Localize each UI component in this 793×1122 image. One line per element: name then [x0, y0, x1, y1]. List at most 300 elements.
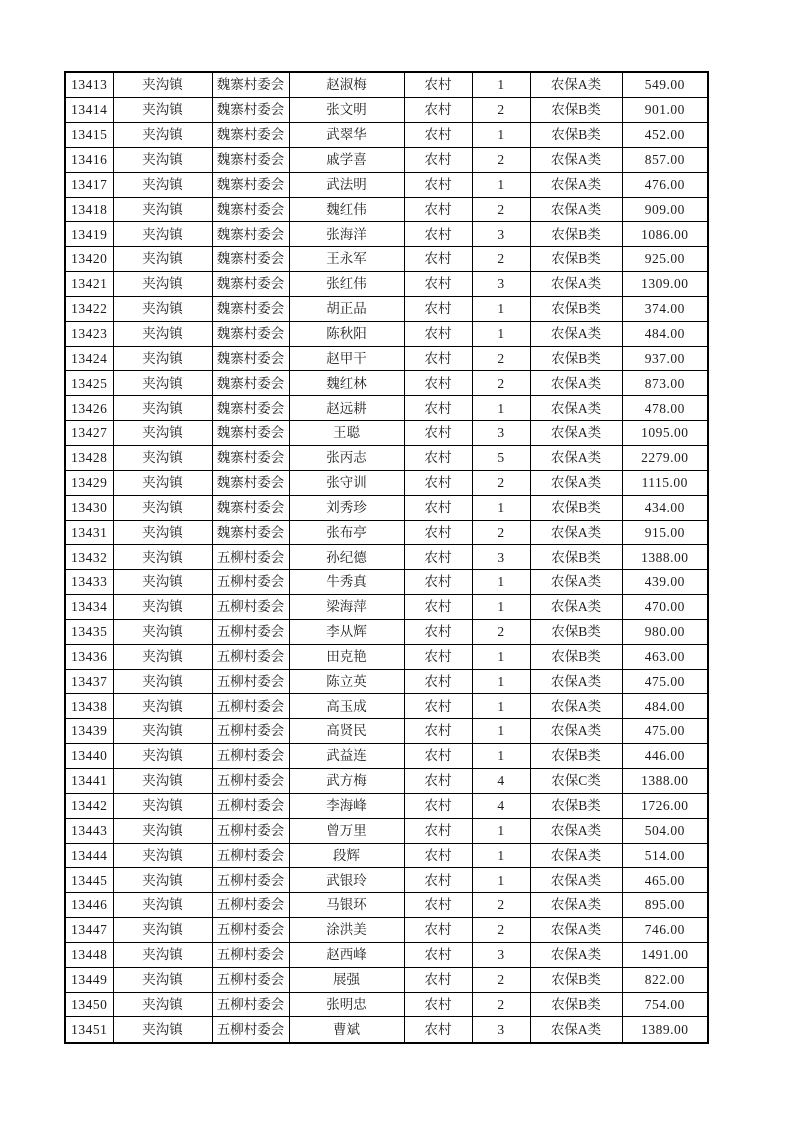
cell-name: 曹斌: [289, 1017, 404, 1043]
cell-person-count: 2: [472, 197, 530, 222]
cell-amount: 1388.00: [622, 768, 708, 793]
table-row: [65, 942, 708, 967]
cell-name: 陈秋阳: [289, 321, 404, 346]
cell-village: 五柳村委会: [212, 669, 289, 694]
cell-person-count: 2: [472, 992, 530, 1017]
cell-id: 13423: [65, 321, 113, 346]
cell-town: 夹沟镇: [113, 1017, 212, 1043]
cell-residence-type: 农村: [404, 247, 472, 272]
cell-name: 武方梅: [289, 768, 404, 793]
cell-id: 13414: [65, 98, 113, 123]
cell-amount: 1389.00: [622, 1017, 708, 1043]
cell-amount: 937.00: [622, 346, 708, 371]
cell-town: 夹沟镇: [113, 197, 212, 222]
cell-insurance-category: 农保A类: [530, 669, 622, 694]
cell-amount: 1309.00: [622, 272, 708, 297]
cell-insurance-category: 农保A类: [530, 470, 622, 495]
cell-town: 夹沟镇: [113, 371, 212, 396]
cell-insurance-category: 农保A类: [530, 719, 622, 744]
cell-insurance-category: 农保A类: [530, 520, 622, 545]
table-row: [65, 421, 708, 446]
cell-person-count: 1: [472, 570, 530, 595]
cell-insurance-category: 农保B类: [530, 619, 622, 644]
cell-residence-type: 农村: [404, 197, 472, 222]
cell-amount: 1086.00: [622, 222, 708, 247]
cell-name: 赵淑梅: [289, 72, 404, 98]
cell-person-count: 5: [472, 446, 530, 471]
cell-village: 五柳村委会: [212, 768, 289, 793]
cell-insurance-category: 农保A类: [530, 371, 622, 396]
cell-person-count: 1: [472, 296, 530, 321]
table-row: [65, 446, 708, 471]
cell-id: 13433: [65, 570, 113, 595]
cell-amount: 476.00: [622, 172, 708, 197]
cell-name: 刘秀珍: [289, 495, 404, 520]
cell-person-count: 3: [472, 272, 530, 297]
cell-person-count: 2: [472, 98, 530, 123]
cell-town: 夹沟镇: [113, 147, 212, 172]
cell-town: 夹沟镇: [113, 669, 212, 694]
cell-amount: 925.00: [622, 247, 708, 272]
cell-person-count: 2: [472, 346, 530, 371]
cell-insurance-category: 农保B类: [530, 744, 622, 769]
table-row: [65, 570, 708, 595]
cell-village: 五柳村委会: [212, 595, 289, 620]
cell-town: 夹沟镇: [113, 942, 212, 967]
cell-amount: 822.00: [622, 967, 708, 992]
cell-person-count: 3: [472, 222, 530, 247]
table-row: [65, 346, 708, 371]
cell-village: 魏寨村委会: [212, 446, 289, 471]
cell-id: 13420: [65, 247, 113, 272]
cell-name: 孙纪德: [289, 545, 404, 570]
cell-insurance-category: 农保A类: [530, 446, 622, 471]
cell-village: 五柳村委会: [212, 967, 289, 992]
cell-insurance-category: 农保A类: [530, 570, 622, 595]
cell-person-count: 1: [472, 719, 530, 744]
cell-residence-type: 农村: [404, 595, 472, 620]
cell-amount: 514.00: [622, 843, 708, 868]
cell-amount: 873.00: [622, 371, 708, 396]
cell-amount: 475.00: [622, 719, 708, 744]
table-row: [65, 98, 708, 123]
cell-person-count: 3: [472, 421, 530, 446]
cell-town: 夹沟镇: [113, 694, 212, 719]
cell-town: 夹沟镇: [113, 520, 212, 545]
table-row: [65, 296, 708, 321]
cell-person-count: 1: [472, 868, 530, 893]
cell-name: 涂洪美: [289, 918, 404, 943]
cell-insurance-category: 农保A类: [530, 147, 622, 172]
cell-insurance-category: 农保A类: [530, 172, 622, 197]
cell-residence-type: 农村: [404, 768, 472, 793]
cell-amount: 895.00: [622, 893, 708, 918]
cell-name: 张红伟: [289, 272, 404, 297]
cell-name: 陈立英: [289, 669, 404, 694]
cell-person-count: 3: [472, 1017, 530, 1043]
cell-name: 李海峰: [289, 793, 404, 818]
cell-id: 13426: [65, 396, 113, 421]
cell-residence-type: 农村: [404, 72, 472, 98]
table-row: [65, 1017, 708, 1043]
cell-town: 夹沟镇: [113, 967, 212, 992]
cell-insurance-category: 农保B类: [530, 247, 622, 272]
table-row: [65, 520, 708, 545]
cell-residence-type: 农村: [404, 396, 472, 421]
cell-town: 夹沟镇: [113, 570, 212, 595]
table-row: [65, 893, 708, 918]
table-row: [65, 967, 708, 992]
cell-residence-type: 农村: [404, 371, 472, 396]
cell-insurance-category: 农保B类: [530, 545, 622, 570]
cell-residence-type: 农村: [404, 98, 472, 123]
cell-village: 五柳村委会: [212, 843, 289, 868]
cell-name: 曾万里: [289, 818, 404, 843]
cell-name: 赵远耕: [289, 396, 404, 421]
cell-id: 13441: [65, 768, 113, 793]
cell-village: 五柳村委会: [212, 793, 289, 818]
cell-amount: 909.00: [622, 197, 708, 222]
cell-name: 张守训: [289, 470, 404, 495]
cell-village: 五柳村委会: [212, 1017, 289, 1043]
cell-id: 13446: [65, 893, 113, 918]
cell-name: 高贤民: [289, 719, 404, 744]
cell-person-count: 4: [472, 768, 530, 793]
cell-amount: 1095.00: [622, 421, 708, 446]
cell-id: 13413: [65, 72, 113, 98]
cell-town: 夹沟镇: [113, 744, 212, 769]
cell-id: 13429: [65, 470, 113, 495]
cell-amount: 1388.00: [622, 545, 708, 570]
cell-amount: 374.00: [622, 296, 708, 321]
cell-village: 五柳村委会: [212, 719, 289, 744]
cell-village: 五柳村委会: [212, 992, 289, 1017]
table-row: [65, 272, 708, 297]
cell-village: 魏寨村委会: [212, 72, 289, 98]
cell-town: 夹沟镇: [113, 123, 212, 148]
cell-town: 夹沟镇: [113, 321, 212, 346]
cell-town: 夹沟镇: [113, 545, 212, 570]
cell-residence-type: 农村: [404, 918, 472, 943]
cell-town: 夹沟镇: [113, 992, 212, 1017]
cell-name: 魏红林: [289, 371, 404, 396]
cell-town: 夹沟镇: [113, 868, 212, 893]
cell-person-count: 2: [472, 371, 530, 396]
cell-residence-type: 农村: [404, 147, 472, 172]
cell-amount: 746.00: [622, 918, 708, 943]
cell-residence-type: 农村: [404, 967, 472, 992]
cell-village: 魏寨村委会: [212, 495, 289, 520]
cell-residence-type: 农村: [404, 321, 472, 346]
cell-id: 13443: [65, 818, 113, 843]
cell-person-count: 2: [472, 470, 530, 495]
cell-name: 王聪: [289, 421, 404, 446]
cell-id: 13449: [65, 967, 113, 992]
table-row: [65, 172, 708, 197]
cell-town: 夹沟镇: [113, 644, 212, 669]
cell-town: 夹沟镇: [113, 421, 212, 446]
cell-name: 高玉成: [289, 694, 404, 719]
cell-name: 张丙志: [289, 446, 404, 471]
cell-name: 赵甲干: [289, 346, 404, 371]
cell-amount: 465.00: [622, 868, 708, 893]
cell-insurance-category: 农保B类: [530, 346, 622, 371]
cell-id: 13447: [65, 918, 113, 943]
cell-town: 夹沟镇: [113, 296, 212, 321]
cell-person-count: 2: [472, 967, 530, 992]
cell-residence-type: 农村: [404, 470, 472, 495]
cell-person-count: 2: [472, 893, 530, 918]
cell-village: 五柳村委会: [212, 644, 289, 669]
cell-village: 五柳村委会: [212, 570, 289, 595]
table-row: [65, 123, 708, 148]
table-row: [65, 868, 708, 893]
cell-name: 胡正品: [289, 296, 404, 321]
table-row: [65, 495, 708, 520]
cell-id: 13438: [65, 694, 113, 719]
cell-residence-type: 农村: [404, 495, 472, 520]
cell-residence-type: 农村: [404, 868, 472, 893]
cell-insurance-category: 农保A类: [530, 818, 622, 843]
cell-id: 13427: [65, 421, 113, 446]
table-row: [65, 992, 708, 1017]
table-row: [65, 371, 708, 396]
cell-person-count: 2: [472, 520, 530, 545]
cell-id: 13425: [65, 371, 113, 396]
cell-name: 赵西峰: [289, 942, 404, 967]
cell-insurance-category: 农保A类: [530, 321, 622, 346]
cell-id: 13448: [65, 942, 113, 967]
cell-village: 魏寨村委会: [212, 272, 289, 297]
cell-town: 夹沟镇: [113, 72, 212, 98]
cell-town: 夹沟镇: [113, 346, 212, 371]
table-row: [65, 147, 708, 172]
table-row: [65, 396, 708, 421]
cell-amount: 754.00: [622, 992, 708, 1017]
cell-insurance-category: 农保A类: [530, 1017, 622, 1043]
cell-insurance-category: 农保A类: [530, 893, 622, 918]
table-row: [65, 719, 708, 744]
cell-name: 田克艳: [289, 644, 404, 669]
cell-insurance-category: 农保B类: [530, 992, 622, 1017]
cell-insurance-category: 农保B类: [530, 222, 622, 247]
cell-id: 13440: [65, 744, 113, 769]
cell-village: 魏寨村委会: [212, 197, 289, 222]
cell-name: 武法明: [289, 172, 404, 197]
cell-amount: 1726.00: [622, 793, 708, 818]
table-row: [65, 595, 708, 620]
cell-town: 夹沟镇: [113, 768, 212, 793]
cell-village: 五柳村委会: [212, 694, 289, 719]
cell-town: 夹沟镇: [113, 98, 212, 123]
cell-name: 马银环: [289, 893, 404, 918]
cell-amount: 439.00: [622, 570, 708, 595]
cell-id: 13430: [65, 495, 113, 520]
cell-insurance-category: 农保B类: [530, 967, 622, 992]
table-row: [65, 545, 708, 570]
cell-name: 展强: [289, 967, 404, 992]
cell-id: 13419: [65, 222, 113, 247]
cell-amount: 915.00: [622, 520, 708, 545]
cell-insurance-category: 农保A类: [530, 421, 622, 446]
cell-amount: 549.00: [622, 72, 708, 98]
cell-residence-type: 农村: [404, 793, 472, 818]
cell-town: 夹沟镇: [113, 719, 212, 744]
cell-town: 夹沟镇: [113, 172, 212, 197]
cell-insurance-category: 农保A类: [530, 595, 622, 620]
table-row: [65, 644, 708, 669]
cell-residence-type: 农村: [404, 818, 472, 843]
cell-residence-type: 农村: [404, 893, 472, 918]
cell-name: 张布亭: [289, 520, 404, 545]
cell-insurance-category: 农保B类: [530, 495, 622, 520]
cell-id: 13422: [65, 296, 113, 321]
cell-residence-type: 农村: [404, 446, 472, 471]
cell-person-count: 2: [472, 918, 530, 943]
cell-name: 王永军: [289, 247, 404, 272]
cell-insurance-category: 农保A类: [530, 694, 622, 719]
cell-residence-type: 农村: [404, 992, 472, 1017]
cell-village: 魏寨村委会: [212, 396, 289, 421]
cell-insurance-category: 农保A类: [530, 868, 622, 893]
cell-residence-type: 农村: [404, 172, 472, 197]
table-body: [65, 72, 708, 1043]
table-row: [65, 222, 708, 247]
cell-village: 魏寨村委会: [212, 520, 289, 545]
table-row: [65, 619, 708, 644]
cell-insurance-category: 农保A类: [530, 942, 622, 967]
cell-village: 魏寨村委会: [212, 247, 289, 272]
cell-residence-type: 农村: [404, 843, 472, 868]
cell-town: 夹沟镇: [113, 222, 212, 247]
cell-residence-type: 农村: [404, 1017, 472, 1043]
table-row: [65, 768, 708, 793]
cell-village: 五柳村委会: [212, 942, 289, 967]
cell-person-count: 1: [472, 843, 530, 868]
cell-village: 魏寨村委会: [212, 371, 289, 396]
cell-residence-type: 农村: [404, 123, 472, 148]
cell-insurance-category: 农保B类: [530, 296, 622, 321]
cell-id: 13444: [65, 843, 113, 868]
cell-residence-type: 农村: [404, 942, 472, 967]
table-row: [65, 744, 708, 769]
cell-person-count: 1: [472, 595, 530, 620]
cell-insurance-category: 农保C类: [530, 768, 622, 793]
cell-person-count: 2: [472, 247, 530, 272]
cell-insurance-category: 农保B类: [530, 644, 622, 669]
cell-id: 13431: [65, 520, 113, 545]
cell-name: 武益连: [289, 744, 404, 769]
cell-residence-type: 农村: [404, 296, 472, 321]
table-row: [65, 247, 708, 272]
cell-amount: 484.00: [622, 694, 708, 719]
cell-person-count: 1: [472, 495, 530, 520]
cell-person-count: 2: [472, 619, 530, 644]
cell-residence-type: 农村: [404, 744, 472, 769]
table-row: [65, 470, 708, 495]
cell-town: 夹沟镇: [113, 619, 212, 644]
cell-village: 魏寨村委会: [212, 147, 289, 172]
cell-insurance-category: 农保B类: [530, 123, 622, 148]
table-row: [65, 843, 708, 868]
cell-id: 13435: [65, 619, 113, 644]
cell-residence-type: 农村: [404, 694, 472, 719]
cell-residence-type: 农村: [404, 669, 472, 694]
cell-insurance-category: 农保A类: [530, 197, 622, 222]
cell-id: 13442: [65, 793, 113, 818]
cell-person-count: 3: [472, 942, 530, 967]
cell-town: 夹沟镇: [113, 818, 212, 843]
cell-name: 张明忠: [289, 992, 404, 1017]
cell-id: 13439: [65, 719, 113, 744]
cell-village: 五柳村委会: [212, 893, 289, 918]
cell-name: 武翠华: [289, 123, 404, 148]
cell-town: 夹沟镇: [113, 470, 212, 495]
cell-village: 五柳村委会: [212, 868, 289, 893]
table-row: [65, 793, 708, 818]
cell-village: 魏寨村委会: [212, 346, 289, 371]
table-row: [65, 197, 708, 222]
cell-name: 魏红伟: [289, 197, 404, 222]
cell-name: 戚学喜: [289, 147, 404, 172]
cell-town: 夹沟镇: [113, 595, 212, 620]
cell-name: 武银玲: [289, 868, 404, 893]
cell-amount: 475.00: [622, 669, 708, 694]
cell-person-count: 1: [472, 72, 530, 98]
cell-residence-type: 农村: [404, 421, 472, 446]
cell-residence-type: 农村: [404, 545, 472, 570]
cell-amount: 446.00: [622, 744, 708, 769]
cell-residence-type: 农村: [404, 520, 472, 545]
cell-amount: 2279.00: [622, 446, 708, 471]
cell-person-count: 1: [472, 396, 530, 421]
cell-residence-type: 农村: [404, 570, 472, 595]
cell-id: 13450: [65, 992, 113, 1017]
cell-town: 夹沟镇: [113, 893, 212, 918]
cell-town: 夹沟镇: [113, 495, 212, 520]
cell-person-count: 1: [472, 123, 530, 148]
cell-village: 魏寨村委会: [212, 172, 289, 197]
cell-person-count: 1: [472, 669, 530, 694]
cell-name: 李从辉: [289, 619, 404, 644]
cell-village: 魏寨村委会: [212, 296, 289, 321]
table-row: [65, 694, 708, 719]
cell-village: 魏寨村委会: [212, 98, 289, 123]
cell-id: 13428: [65, 446, 113, 471]
cell-insurance-category: 农保A类: [530, 918, 622, 943]
cell-residence-type: 农村: [404, 619, 472, 644]
cell-person-count: 4: [472, 793, 530, 818]
cell-town: 夹沟镇: [113, 918, 212, 943]
cell-id: 13416: [65, 147, 113, 172]
table-row: [65, 321, 708, 346]
cell-town: 夹沟镇: [113, 272, 212, 297]
cell-village: 魏寨村委会: [212, 222, 289, 247]
cell-amount: 463.00: [622, 644, 708, 669]
cell-insurance-category: 农保A类: [530, 396, 622, 421]
cell-id: 13437: [65, 669, 113, 694]
cell-town: 夹沟镇: [113, 446, 212, 471]
cell-amount: 980.00: [622, 619, 708, 644]
pension-roster-table: [64, 71, 709, 1044]
cell-amount: 1115.00: [622, 470, 708, 495]
cell-name: 张文明: [289, 98, 404, 123]
cell-id: 13436: [65, 644, 113, 669]
cell-amount: 452.00: [622, 123, 708, 148]
cell-id: 13417: [65, 172, 113, 197]
cell-town: 夹沟镇: [113, 396, 212, 421]
cell-name: 张海洋: [289, 222, 404, 247]
